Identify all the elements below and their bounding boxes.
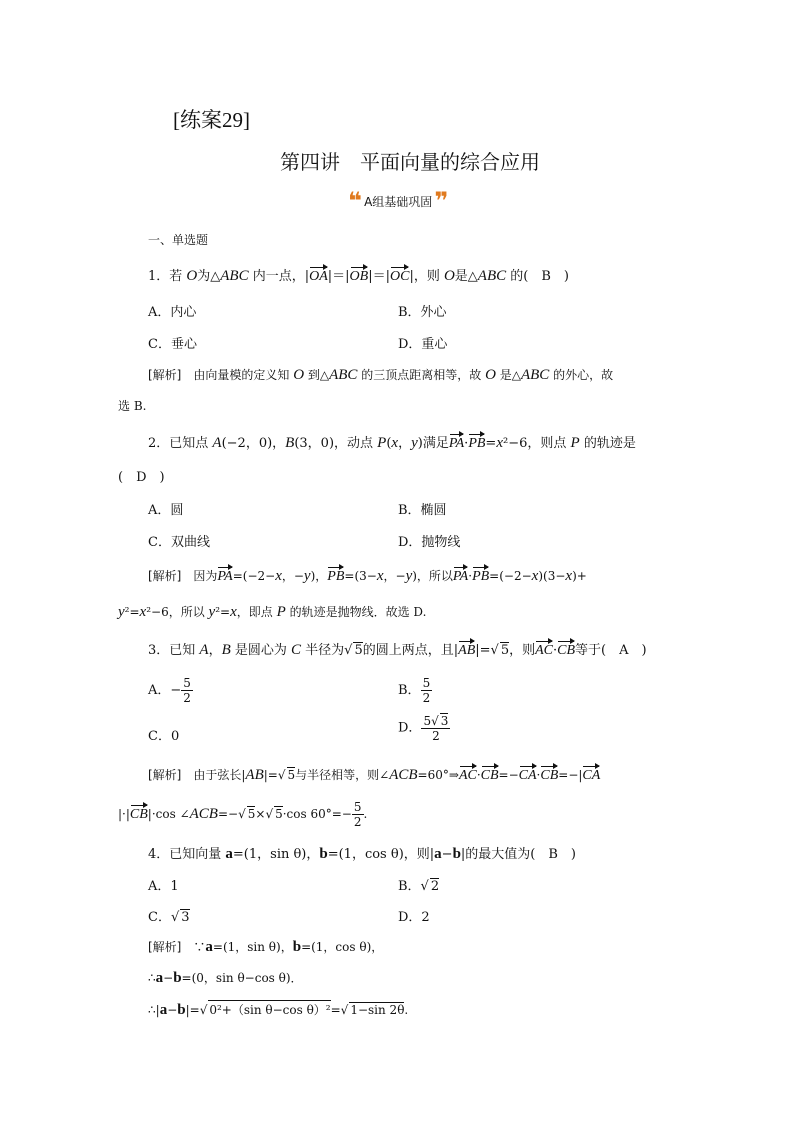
question-1-solution-line-2: 选 B. xyxy=(118,399,147,413)
question-4-option-d: D．2 xyxy=(398,910,430,925)
solution-label: [解析] xyxy=(148,368,182,382)
question-3-stem: 3．已知 A，B 是圆心为 C 半径为√ 5的圆上两点，且|AB|=√ 5，则AC·CB等于( A ) xyxy=(148,642,647,658)
question-2-answer: D xyxy=(136,470,147,485)
solution-label: [解析] xyxy=(148,569,182,583)
question-4-solution-line-2: ∴a−b=(0，sin θ−cos θ)． xyxy=(148,970,303,986)
question-2-stem-line-2: ( D ) xyxy=(118,470,165,485)
question-2-solution-line-2: y²=x²−6，所以 y²=x，即点 P 的轨迹是抛物线．故选 D. xyxy=(118,604,427,620)
question-2-option-d: D．抛物线 xyxy=(398,535,461,550)
question-4-solution-line-1: [解析] ∵a=(1，sin θ)，b=(1，cos θ)， xyxy=(148,939,384,955)
question-4-stem: 4．已知向量 a=(1，sin θ)，b=(1，cos θ)，则|a−b|的最大值为( B ) xyxy=(148,846,576,862)
question-1-option-b: B．外心 xyxy=(398,305,447,320)
question-4-answer: B xyxy=(548,847,558,862)
section-heading: 一、单选题 xyxy=(148,233,209,247)
question-4-option-a: A．1 xyxy=(148,879,179,894)
close-quote-icon: ❞ xyxy=(434,187,449,215)
question-2-option-c: C．双曲线 xyxy=(148,535,210,550)
question-4-option-b: B．√ 2 xyxy=(398,879,440,894)
open-quote-icon: ❝ xyxy=(348,187,363,215)
section-badge xyxy=(348,187,449,215)
question-1-option-d: D．重心 xyxy=(398,337,448,352)
solution-label: [解析] xyxy=(148,768,182,782)
question-2-option-a: A．圆 xyxy=(148,503,184,518)
solution-label: [解析] xyxy=(148,940,182,954)
question-2-solution-line-1: [解析] 因为PA=(−2−x，−y)，PB=(3−x，−y)，所以PA·PB=(−2−x)(3−x)+ xyxy=(148,568,587,584)
question-1-stem: 1．若 O为△ABC 内一点，|OA|＝|OB|＝|OC|，则 O是△ABC 的( B ) xyxy=(148,268,569,284)
question-3-option-d: D． $\frac{5√ 3}{2}$ xyxy=(398,714,449,743)
question-3-option-a: A．− $\frac{5}{2}$ xyxy=(148,676,191,705)
question-3-option-b: B． $\frac{5}{2}$ xyxy=(398,676,431,705)
question-1-solution-line-1: [解析] 由向量模的定义知 O 到△ABC 的三顶点距离相等，故 O 是△ABC 的外心，故 xyxy=(148,367,614,383)
badge-label: A组基础巩固 xyxy=(364,194,433,209)
question-3-solution-line-2: |·|CB|·cos ∠ACB=−√ 5×√ 5·cos 60°=− $\frac{5}{2}$ . xyxy=(118,800,368,829)
question-3-answer: A xyxy=(619,643,629,658)
question-2-option-b: B．椭圆 xyxy=(398,503,447,518)
question-4-solution-line-3: ∴|a−b|=√ 0²+（sin θ−cos θ）²=√ 1−sin 2θ. xyxy=(148,1002,409,1018)
question-2-stem-line-1: 2．已知点 A(−2，0)，B(3，0)，动点 P(x，y)满足PA·PB=x²−6，则点 P 的轨迹是 xyxy=(148,435,636,451)
question-3-solution-line-1: [解析] 由于弦长|AB|=√ 5与半径相等，则∠ACB=60°⇒AC·CB=−CA·CB=−|CA xyxy=(148,767,601,783)
question-3-option-c: C．0 xyxy=(148,729,180,744)
question-4-option-c: C．√ 3 xyxy=(148,910,190,925)
question-1-option-a: A．内心 xyxy=(148,305,197,320)
page-title: 第四讲 平面向量的综合应用 xyxy=(280,150,540,174)
question-1-answer: B xyxy=(541,269,551,284)
question-1-option-c: C．垂心 xyxy=(148,337,197,352)
exercise-code: [练案29] xyxy=(173,108,250,132)
